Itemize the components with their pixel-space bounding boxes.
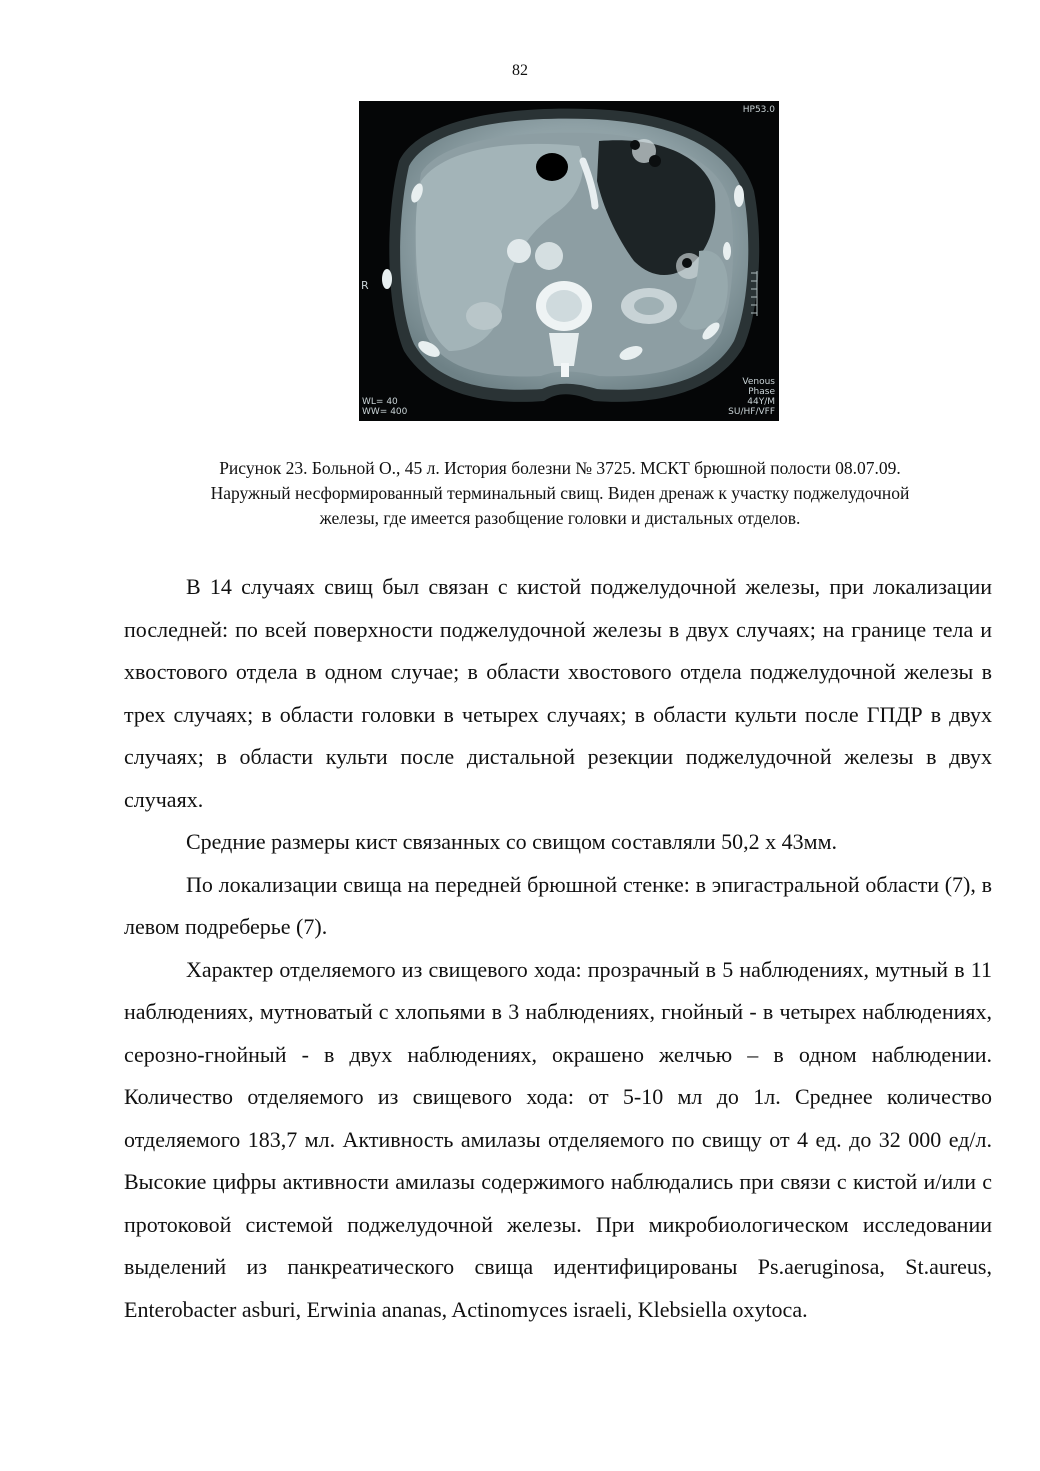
ct-label-bottom-left <box>362 397 407 417</box>
ct-label-top-right: HP53.0 <box>742 105 775 115</box>
paragraph-cyst-size: Средние размеры кист связанных со свищом составляли 50,2 х 43мм. <box>186 829 838 854</box>
ct-label-phase-1: Venous <box>742 377 775 387</box>
caption-line-2: Наружный несформированный терминальный свищ. Виден дренаж к участку поджелудочной <box>210 483 910 503</box>
ct-label-site: SU/HF/VFF <box>728 407 775 417</box>
caption-line-1: Рисунок 23. Больной О., 45 л. История болезни № 3725. МСКТ брюшной полости 08.07.09. <box>219 458 901 478</box>
figure-caption <box>130 456 990 531</box>
body-text <box>124 566 992 1331</box>
ct-label-patient: 44Y/M <box>747 397 775 407</box>
ct-label-side-marker: R <box>361 279 369 292</box>
ct-scan-image <box>359 101 779 421</box>
ct-scan-graphic <box>359 101 779 421</box>
ct-label-phase-2: Phase <box>748 387 775 397</box>
ct-label-window-level: WL= 40 <box>362 397 398 407</box>
ct-label-bottom-right <box>728 377 775 417</box>
page-number: 82 <box>512 62 528 79</box>
paragraph-fistula-location: По локализации свища на передней брюшной стенке: в эпигастральной области (7), в левом подреберье (7). <box>124 871 992 939</box>
paragraph-cyst-localization: В 14 случаях свищ был связан с кистой поджелудочной железы, при локализации последней: по всей поверхности поджелудочной железы в двух случаях; на границе тела и хвостового отдела в одном случае; в области хвостового отдела поджелудочной железы в трех случаях; в области головки в четырех случаях; в области культи после ГПДР в двух случаях; в области культи после дистальной резекции поджелудочной железы в двух случаях. <box>124 574 992 812</box>
caption-line-3: железы, где имеется разобщение головки и дистальных отделов. <box>319 508 801 528</box>
paragraph-discharge-character: Характер отделяемого из свищевого хода: прозрачный в 5 наблюдениях, мутный в 11 наблюдениях, мутноватый с хлопьями в 3 наблюдениях, гнойный - в четырех наблюдениях, серозно-гнойный - в двух наблюдениях, окрашено желчью – в одном наблюдении. Количество отделяемого из свищевого хода: от 5-10 мл до 1л. Среднее количество отделяемого 183,7 мл. Активность амилазы отделяемого по свищу от 4 ед. до 32 000 ед/л. Высокие цифры активности амилазы содержимого наблюдались при связи с кистой и/или с протоковой системой поджелудочной железы. При микробиологическом исследовании выделений из панкреатического свища идентифицированы Ps.aeruginosa, St.aureus, Enterobacter asburi, Erwinia ananas, Actinomyces israeli, Klebsiella oxytoca. <box>124 956 992 1322</box>
ct-label-window-width: WW= 400 <box>362 407 408 417</box>
